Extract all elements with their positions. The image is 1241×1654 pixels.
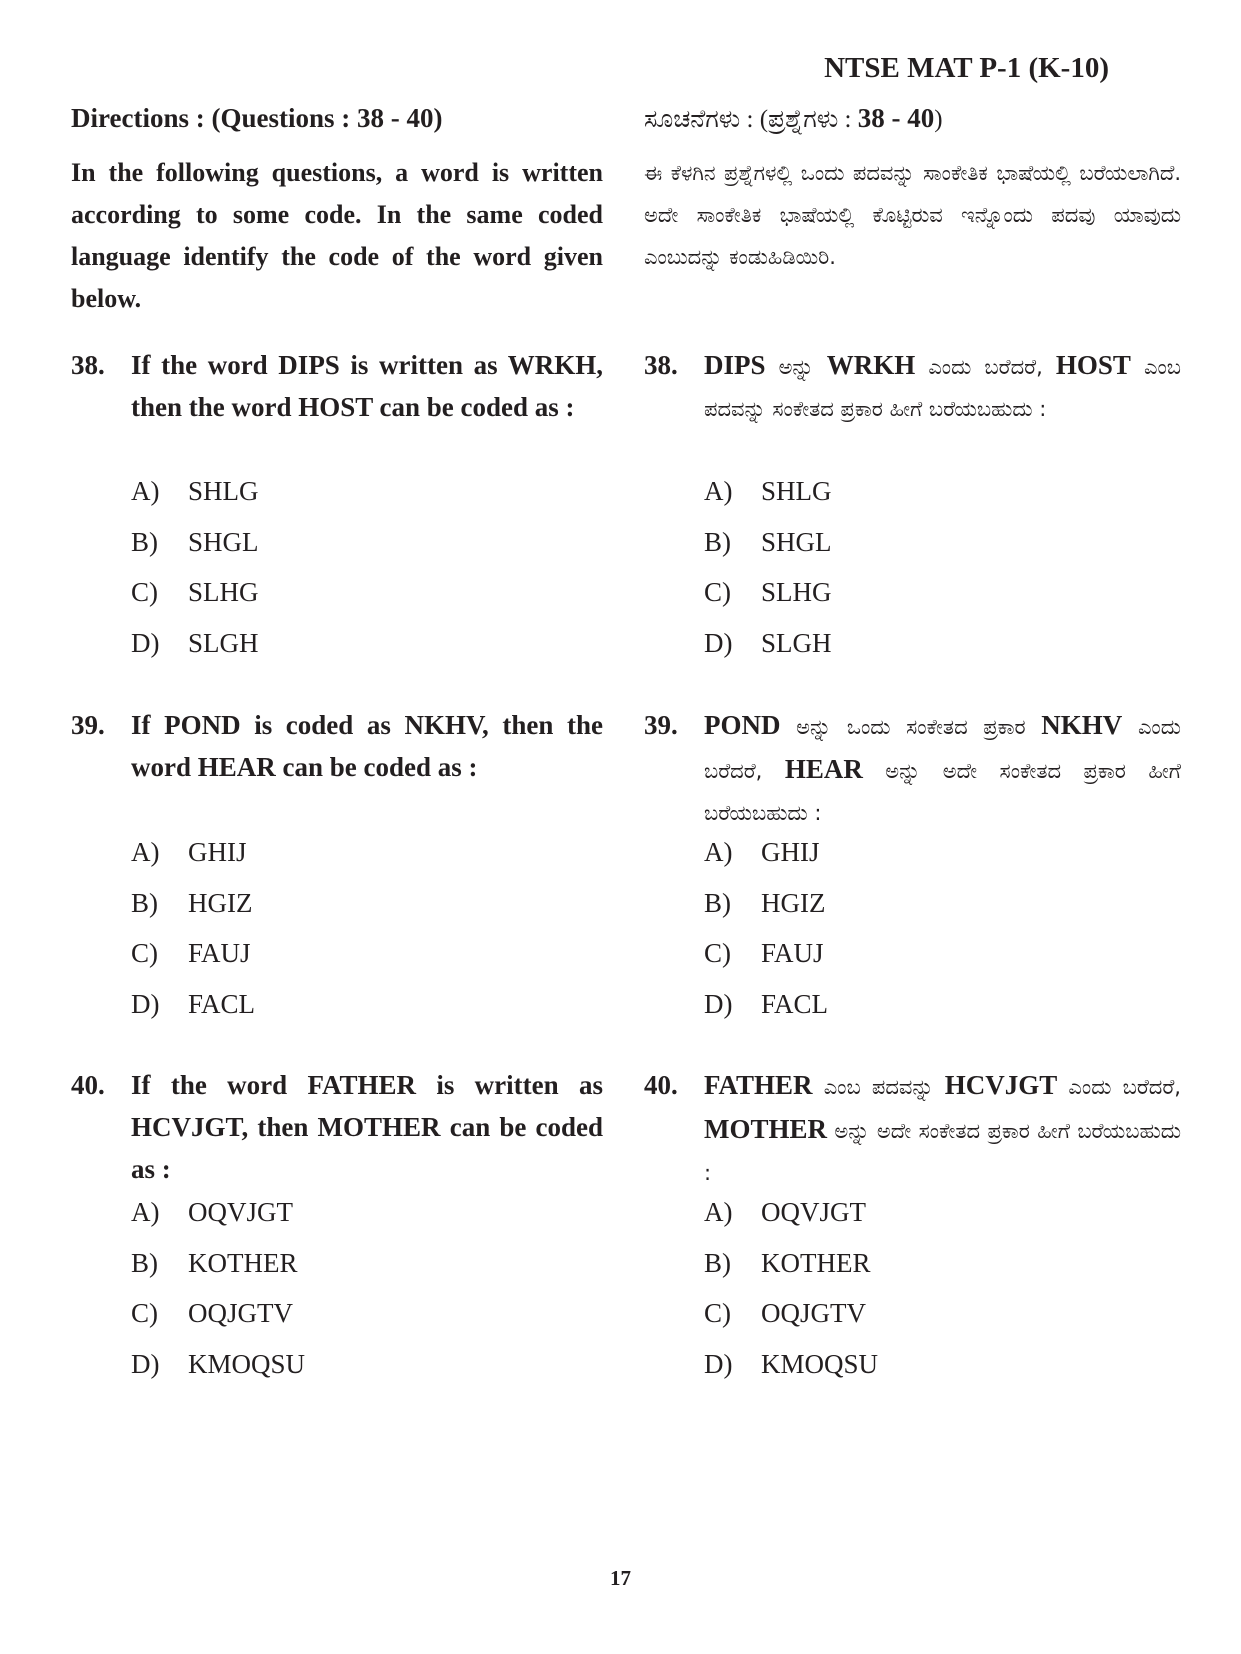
option-letter: D) bbox=[131, 628, 160, 658]
directions-close: ) bbox=[934, 106, 943, 133]
option-d bbox=[131, 626, 259, 660]
directions-range: 38 - 40 bbox=[857, 103, 935, 133]
option-text: GHIJ bbox=[761, 837, 820, 867]
option-text: SHLG bbox=[188, 476, 259, 506]
option-letter: A) bbox=[131, 1197, 160, 1227]
option-letter: B) bbox=[131, 1248, 158, 1278]
question-stem bbox=[71, 704, 603, 788]
code-word: FATHER bbox=[704, 1070, 813, 1100]
code-word: WRKH bbox=[826, 350, 916, 380]
code-word: NKHV bbox=[1041, 710, 1123, 740]
option-c bbox=[704, 936, 824, 970]
question-text: ಅನ್ನು ಅದೇ ಸಂಕೇತದ ಪ್ರಕಾರ ಹೀಗೆ ಬರೆಯಬಹುದು : bbox=[704, 759, 1181, 825]
question-stem bbox=[644, 704, 1181, 834]
option-text: SLGH bbox=[761, 628, 832, 658]
option-text: SHLG bbox=[761, 476, 832, 506]
question-stem bbox=[71, 344, 603, 428]
option-text: SLGH bbox=[188, 628, 259, 658]
question-text: If POND is coded as NKHV, then the word HEAR can be coded as : bbox=[131, 710, 603, 782]
option-text: KOTHER bbox=[761, 1248, 871, 1278]
option-letter: B) bbox=[704, 888, 731, 918]
option-letter: A) bbox=[704, 1197, 733, 1227]
option-text: OQJGTV bbox=[761, 1298, 866, 1328]
option-text: FAUJ bbox=[761, 938, 824, 968]
option-text: SLHG bbox=[188, 577, 259, 607]
english-column bbox=[71, 96, 603, 1379]
option-text: FAUJ bbox=[188, 938, 251, 968]
option-text: SLHG bbox=[761, 577, 832, 607]
code-word: HOST bbox=[1055, 350, 1131, 380]
option-text: HGIZ bbox=[188, 888, 253, 918]
question-text: ಅನ್ನು ಒಂದು ಸಂಕೇತದ ಪ್ರಕಾರ bbox=[780, 715, 1042, 739]
option-a bbox=[131, 835, 247, 869]
directions-label: ಸೂಚನೆಗಳು : (ಪ್ರಶ್ನೆಗಳು : bbox=[644, 106, 852, 133]
option-text: GHIJ bbox=[188, 837, 247, 867]
option-b bbox=[131, 525, 259, 559]
page-number: 17 bbox=[610, 1566, 631, 1590]
question-40-kannada bbox=[644, 1064, 1181, 1379]
question-text: ಅನ್ನು ಅದೇ ಸಂಕೇತದ ಪ್ರಕಾರ ಹೀಗೆ ಬರೆಯಬಹುದು : bbox=[704, 1119, 1181, 1185]
code-word: MOTHER bbox=[704, 1114, 828, 1144]
question-number: 39. bbox=[71, 710, 105, 740]
question-39 bbox=[71, 704, 603, 1019]
option-c bbox=[131, 1296, 293, 1330]
option-letter: B) bbox=[704, 527, 731, 557]
option-letter: C) bbox=[131, 1298, 158, 1328]
option-c bbox=[704, 575, 832, 609]
option-text: FACL bbox=[761, 989, 829, 1019]
question-38-kannada bbox=[644, 344, 1181, 658]
question-number: 40. bbox=[71, 1070, 105, 1100]
option-text: OQVJGT bbox=[761, 1197, 866, 1227]
option-letter: D) bbox=[704, 989, 733, 1019]
question-text: ಎಂಬ ಪದವನ್ನು ಸಂಕೇತದ ಪ್ರಕಾರ ಹೀಗೆ ಬರೆಯಬಹುದು : bbox=[704, 355, 1181, 421]
option-d bbox=[704, 626, 832, 660]
option-letter: A) bbox=[704, 837, 733, 867]
question-40 bbox=[71, 1064, 603, 1379]
option-letter: D) bbox=[131, 989, 160, 1019]
option-a bbox=[131, 1195, 293, 1229]
code-word: HEAR bbox=[784, 754, 863, 784]
directions-text-kannada: ಈ ಕೆಳಗಿನ ಪ್ರಶ್ನೆಗಳಲ್ಲಿ ಒಂದು ಪದವನ್ನು ಸಾಂಕೇತಿಕ ಭಾಷೆಯಲ್ಲಿ ಬರೆಯಲಾಗಿದೆ. ಅದೇ ಸಾಂಕೇತಿಕ ಭಾಷೆಯಲ್ಲಿ ಕೊಟ್ಟಿರುವ ಇನ್ನೊಂದು ಪದವು ಯಾವುದು ಎಂಬುದನ್ನು ಕಂಡುಹಿಡಿಯಿರಿ. bbox=[644, 161, 1181, 269]
option-a bbox=[131, 474, 259, 508]
question-text: If the word FATHER is written as HCVJGT, then MOTHER can be coded as : bbox=[131, 1070, 603, 1184]
option-letter: D) bbox=[704, 1349, 733, 1379]
option-text: SHGL bbox=[761, 527, 832, 557]
option-text: OQVJGT bbox=[188, 1197, 293, 1227]
option-letter: A) bbox=[704, 476, 733, 506]
question-number: 40. bbox=[644, 1070, 678, 1100]
option-text: HGIZ bbox=[761, 888, 826, 918]
question-number: 38. bbox=[644, 350, 678, 380]
question-text: ಎಂದು ಬರೆದರೆ, bbox=[1057, 1075, 1181, 1099]
option-a bbox=[704, 474, 832, 508]
page-header-code: NTSE MAT P-1 (K-10) bbox=[824, 52, 1109, 84]
directions-title-kannada bbox=[644, 96, 1181, 152]
question-text: ಎಂದು ಬರೆದರೆ, bbox=[704, 715, 1181, 783]
option-text: FACL bbox=[188, 989, 256, 1019]
option-d bbox=[704, 987, 828, 1021]
question-number: 38. bbox=[71, 350, 105, 380]
option-letter: B) bbox=[131, 527, 158, 557]
option-b bbox=[131, 1246, 298, 1280]
option-d bbox=[131, 1347, 305, 1381]
question-text: ಅನ್ನು bbox=[765, 355, 827, 379]
option-letter: D) bbox=[704, 628, 733, 658]
directions-text: In the following questions, a word is written according to some code. In the same coded language identify the code of the word given below. bbox=[71, 158, 603, 313]
option-d bbox=[131, 987, 255, 1021]
option-a bbox=[704, 1195, 866, 1229]
question-39-kannada bbox=[644, 704, 1181, 1019]
directions-title: Directions : (Questions : 38 - 40) bbox=[71, 103, 443, 133]
option-c bbox=[704, 1296, 866, 1330]
option-letter: C) bbox=[704, 938, 731, 968]
option-text: KMOQSU bbox=[761, 1349, 879, 1379]
question-stem bbox=[644, 344, 1181, 430]
option-letter: D) bbox=[131, 1349, 160, 1379]
code-word: POND bbox=[704, 710, 781, 740]
question-number: 39. bbox=[644, 710, 678, 740]
option-letter: B) bbox=[131, 888, 158, 918]
option-b bbox=[704, 886, 825, 920]
option-letter: C) bbox=[704, 577, 731, 607]
question-stem bbox=[644, 1064, 1181, 1194]
option-letter: A) bbox=[131, 476, 160, 506]
kannada-column bbox=[644, 96, 1181, 1379]
option-text: KOTHER bbox=[188, 1248, 298, 1278]
option-letter: C) bbox=[131, 938, 158, 968]
option-text: KMOQSU bbox=[188, 1349, 306, 1379]
option-text: SHGL bbox=[188, 527, 259, 557]
option-b bbox=[131, 886, 252, 920]
option-b bbox=[704, 1246, 871, 1280]
option-a bbox=[704, 835, 820, 869]
option-letter: A) bbox=[131, 837, 160, 867]
option-b bbox=[704, 525, 832, 559]
question-text: If the word DIPS is written as WRKH, then the word HOST can be coded as : bbox=[131, 350, 603, 422]
question-text: ಎಂಬ ಪದವನ್ನು bbox=[812, 1075, 945, 1099]
option-letter: C) bbox=[704, 1298, 731, 1328]
option-letter: B) bbox=[704, 1248, 731, 1278]
option-c bbox=[131, 575, 259, 609]
question-38 bbox=[71, 344, 603, 658]
code-word: DIPS bbox=[704, 350, 766, 380]
question-text: ಎಂದು ಬರೆದರೆ, bbox=[915, 355, 1056, 379]
option-c bbox=[131, 936, 251, 970]
option-text: OQJGTV bbox=[188, 1298, 293, 1328]
code-word: HCVJGT bbox=[944, 1070, 1058, 1100]
question-stem bbox=[71, 1064, 603, 1190]
option-d bbox=[704, 1347, 878, 1381]
option-letter: C) bbox=[131, 577, 158, 607]
